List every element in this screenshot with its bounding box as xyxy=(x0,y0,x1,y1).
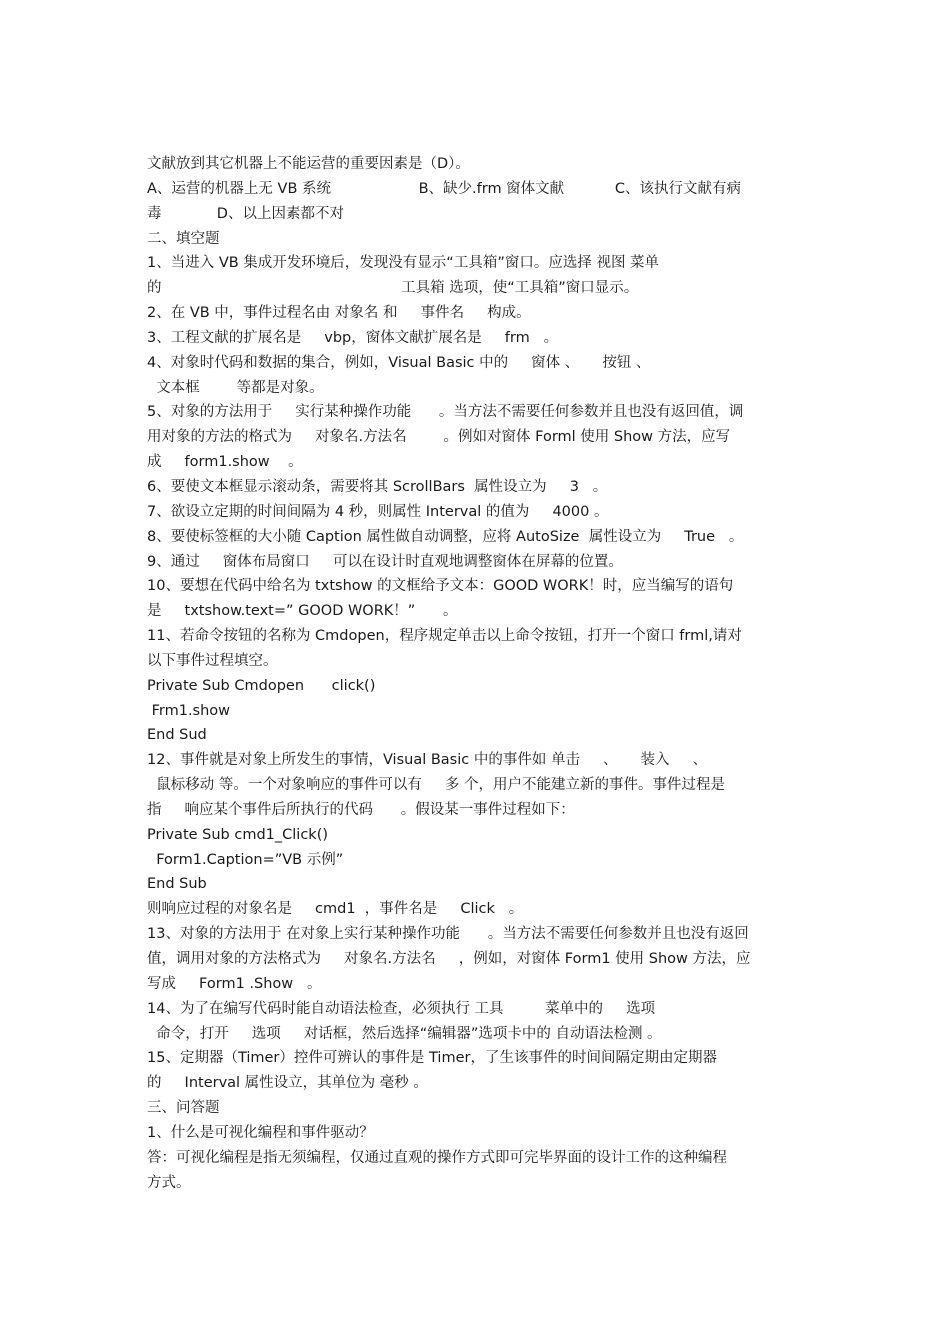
text-line: 10、要想在代码中给名为 txtshow 的文框给予文本：GOOD WORK！时，应当编写的语句 xyxy=(147,578,734,595)
text-line: End Sub xyxy=(147,876,207,893)
text-line: Frm1.show xyxy=(147,702,231,719)
text-line: 1、什么是可视化编程和事件驱动？ xyxy=(147,1124,374,1141)
text-line: 方式。 xyxy=(147,1174,191,1191)
text-line: 9、通过 窗体布局窗口 可以在设计时直观地调整窗体在屏幕的位置。 xyxy=(147,553,623,570)
text-line: 鼠标移动 等。一个对象响应的事件可以有 多 个，用户不能建立新的事件。事件过程是 xyxy=(147,777,725,794)
text-line: 是 txtshow.text=” GOOD WORK！” 。 xyxy=(147,603,458,620)
text-line: 的 Interval 属性设立，其单位为 毫秒 。 xyxy=(147,1075,428,1092)
text-line: 11、若命令按钮的名称为 Cmdopen，程序规定单击以上命令按钮，打开一个窗口 frml,请对 xyxy=(147,628,742,645)
text-line: 答：可视化编程是指无须编程，仅通过直观的操作方式即可完毕界面的设计工作的这种编程 xyxy=(147,1149,727,1166)
text-line: 12、事件就是对象上所发生的事情，Visual Basic 中的事件如 单击 、 装入 、 xyxy=(147,752,708,769)
text-line: 5、对象的方法用于 实行某种操作功能 。当方法不需要任何参数并且也没有返回值，调 xyxy=(147,404,744,421)
text-line: 则响应过程的对象名是 cmd1 ，事件名是 Click 。 xyxy=(147,901,524,918)
text-line: 指 响应某个事件后所执行的代码 。假设某一事件过程如下： xyxy=(147,801,575,818)
text-line: 7、欲设立定期的时间间隔为 4 秒，则属性 Interval 的值为 4000 。 xyxy=(147,503,609,520)
text-line: 13、对象的方法用于 在对象上实行某种操作功能 。当方法不需要任何参数并且也没有返回 xyxy=(147,926,749,943)
text-line: 文本框 等都是对象。 xyxy=(147,379,324,396)
text-line: 以下事件过程填空。 xyxy=(147,652,278,669)
text-line: End Sud xyxy=(147,727,207,744)
text-line: 命令，打开 选项 对话框，然后选择“编辑器”选项卡中的 自动语法检测 。 xyxy=(147,1025,662,1042)
text-line: 4、对象时代码和数据的集合，例如，Visual Basic 中的 窗体 、 按钮 、 xyxy=(147,354,651,371)
text-line: 值，调用对象的方法格式为 对象名.方法名 ，例如，对窗体 Form1 使用 Show 方法，应 xyxy=(147,951,751,967)
text-line: Private Sub cmd1_Click() xyxy=(147,826,329,843)
text-line: 的 工具箱 选项，使“工具箱”窗口显示。 xyxy=(147,280,639,297)
text-line: 1、当进入 VB 集成开发环境后，发现没有显示“工具箱”窗口。应选择 视图 菜单 xyxy=(147,255,660,272)
text-line: 毒 D、以上因素都不对 xyxy=(147,205,344,222)
text-line: 用对象的方法的格式为 对象名.方法名 。例如对窗体 Forml 使用 Show 方法，应写 xyxy=(147,429,731,446)
text-line: 6、要使文本框显示滚动条，需要将其 ScrollBars 属性设立为 3 。 xyxy=(147,478,608,495)
text-line: 3、工程文献的扩展名是 vbp，窗体文献扩展名是 frm 。 xyxy=(147,329,559,346)
text-line: 2、在 VB 中，事件过程名由 对象名 和 事件名 构成。 xyxy=(147,305,531,322)
text-line: A、运营的机器上无 VB 系统 B、缺少.frm 窗体文献 C、该执行文献有病 xyxy=(147,180,742,197)
text-line: 三、问答题 xyxy=(147,1100,220,1117)
text-line: 8、要使标签框的大小随 Caption 属性做自动调整，应将 AutoSize 属性设立为 True 。 xyxy=(147,528,744,545)
text-line: 成 form1.show 。 xyxy=(147,454,303,471)
text-line: Form1.Caption=”VB 示例” xyxy=(147,851,344,868)
text-line: 文献放到其它机器上不能运营的重要因素是（D）。 xyxy=(147,156,470,172)
text-line: Private Sub Cmdopen click() xyxy=(147,677,376,694)
text-line: 14、为了在编写代码时能自动语法检查，必须执行 工具 菜单中的 选项 xyxy=(147,1000,656,1017)
text-line: 15、定期器（Timer）控件可辨认的事件是 Timer，了生该事件的时间间隔定期由定期器 xyxy=(147,1050,717,1067)
text-line: 二、填空题 xyxy=(147,230,220,247)
text-line: 写成 Form1 .Show 。 xyxy=(147,975,322,992)
document-body xyxy=(147,152,807,1195)
